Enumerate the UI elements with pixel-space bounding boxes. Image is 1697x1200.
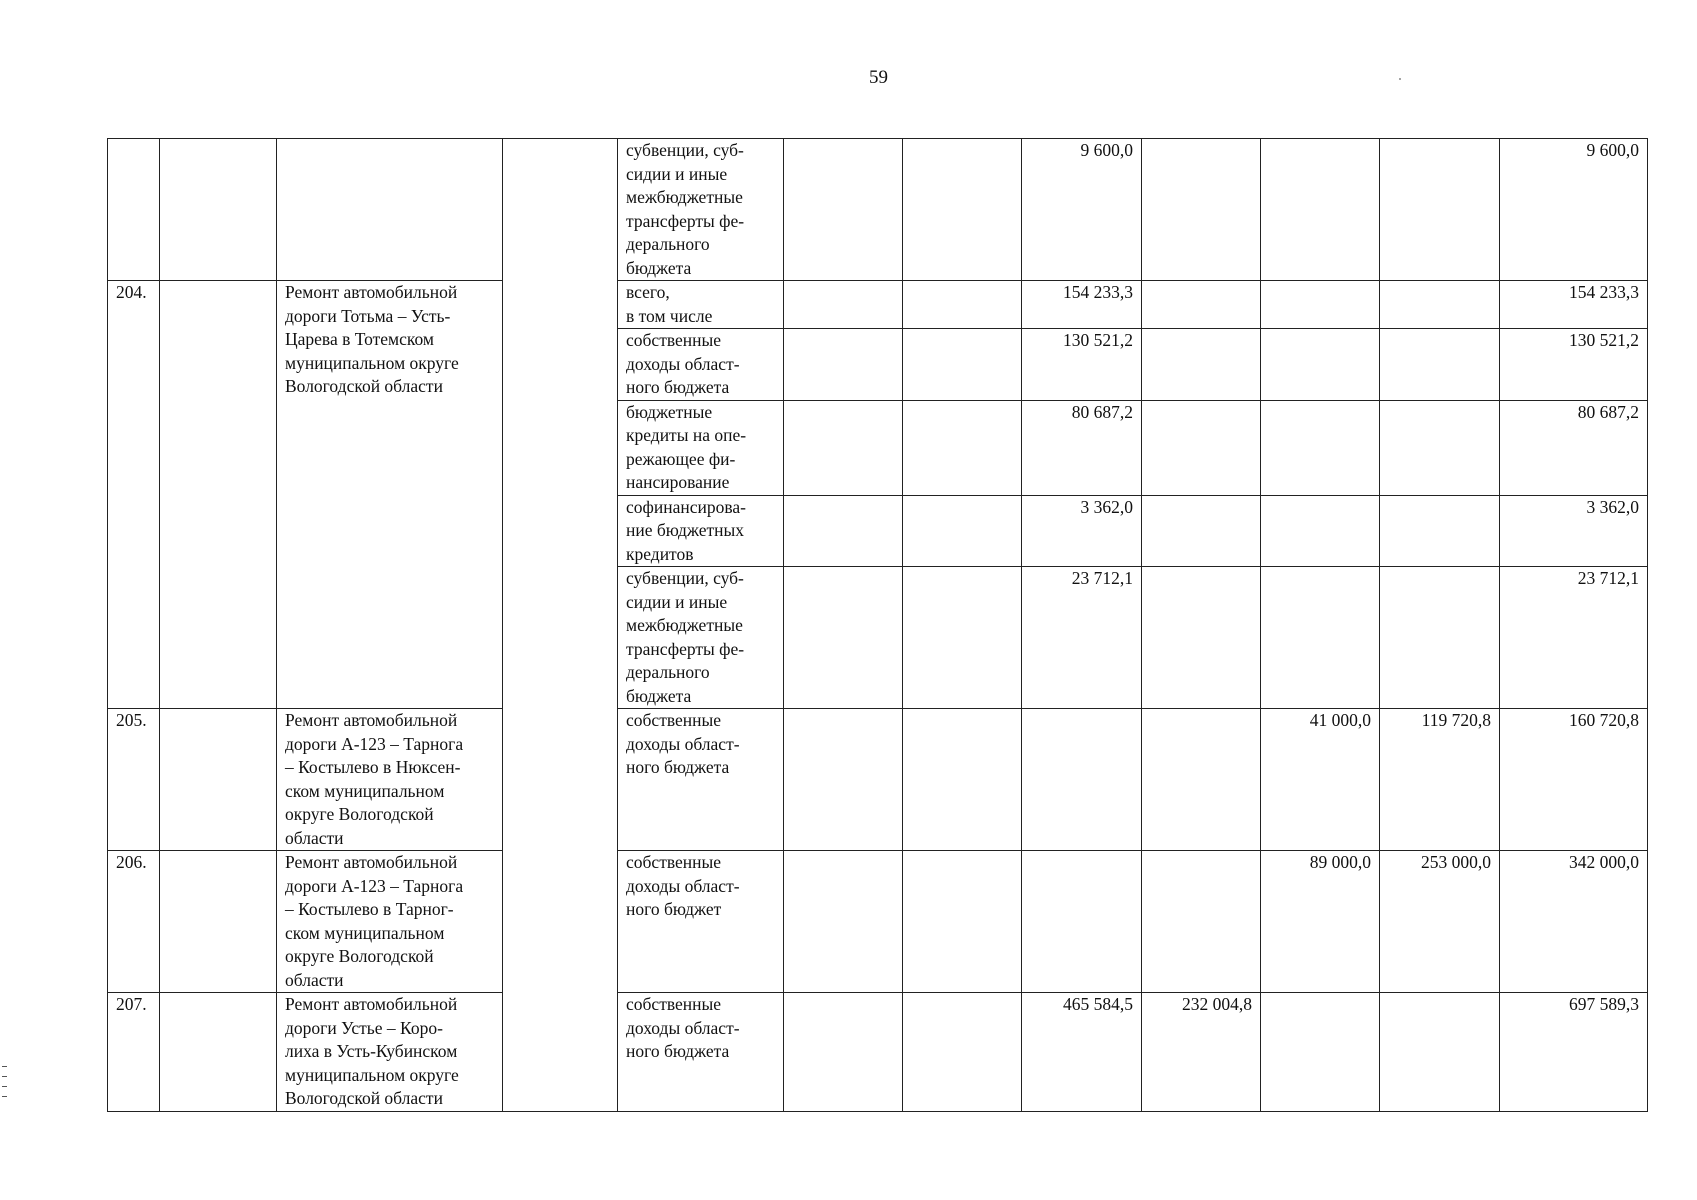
table-row (108, 281, 1648, 329)
funding-source-cell: субвенции, суб- сидии и иные межбюджетные трансферты фе- дерального бюджета (618, 139, 784, 281)
empty-cell (903, 709, 1022, 851)
binding-mark (2, 1066, 7, 1067)
object-name-cell (277, 139, 503, 281)
amount-cell (1261, 329, 1380, 401)
binding-mark (2, 1096, 7, 1097)
empty-cell (903, 851, 1022, 993)
empty-cell (903, 400, 1022, 495)
funding-source-cell: бюджетные кредиты на опе- режающее фи- нансирование (618, 400, 784, 495)
empty-cell (784, 495, 903, 567)
amount-cell: 41 000,0 (1261, 709, 1380, 851)
empty-cell (160, 851, 277, 993)
binding-mark (2, 1076, 7, 1077)
table-row (108, 139, 1648, 281)
amount-cell (1142, 495, 1261, 567)
funding-source-cell: субвенции, суб- сидии и иные межбюджетные трансферты фе- дерального бюджета (618, 567, 784, 709)
total-cell: 160 720,8 (1500, 709, 1648, 851)
empty-cell (784, 993, 903, 1112)
amount-cell (1142, 281, 1261, 329)
row-number-cell (108, 139, 160, 281)
empty-cell (784, 709, 903, 851)
empty-cell (160, 709, 277, 851)
total-cell: 80 687,2 (1500, 400, 1648, 495)
amount-cell (1380, 400, 1500, 495)
empty-cell (784, 400, 903, 495)
amount-cell (1380, 329, 1500, 401)
total-cell: 697 589,3 (1500, 993, 1648, 1112)
amount-cell: 23 712,1 (1022, 567, 1142, 709)
amount-cell (1261, 400, 1380, 495)
amount-cell (1380, 495, 1500, 567)
total-cell: 342 000,0 (1500, 851, 1648, 993)
total-cell: 3 362,0 (1500, 495, 1648, 567)
amount-cell: 465 584,5 (1022, 993, 1142, 1112)
total-cell: 154 233,3 (1500, 281, 1648, 329)
amount-cell (1261, 139, 1380, 281)
budget-table-body (108, 139, 1648, 1112)
empty-cell (160, 139, 277, 281)
amount-cell (1261, 281, 1380, 329)
budget-table (107, 138, 1648, 1112)
table-row (108, 993, 1648, 1112)
empty-cell (784, 851, 903, 993)
empty-cell (160, 281, 277, 709)
amount-cell: 119 720,8 (1380, 709, 1500, 851)
total-cell: 9 600,0 (1500, 139, 1648, 281)
object-name-cell: Ремонт автомобильной дороги А-123 – Тарнога – Костылево в Тарног- ском муниципальном округе Вологодской области (277, 851, 503, 993)
amount-cell (1380, 567, 1500, 709)
amount-cell: 232 004,8 (1142, 993, 1261, 1112)
row-number-cell: 206. (108, 851, 160, 993)
funding-source-cell: собственные доходы област- ного бюджета (618, 329, 784, 401)
funding-source-cell: собственные доходы област- ного бюджета (618, 709, 784, 851)
empty-cell (903, 329, 1022, 401)
amount-cell: 154 233,3 (1022, 281, 1142, 329)
amount-cell (1142, 329, 1261, 401)
empty-cell (784, 139, 903, 281)
scan-speck (1399, 78, 1401, 80)
amount-cell (1380, 139, 1500, 281)
total-cell: 23 712,1 (1500, 567, 1648, 709)
amount-cell (1142, 567, 1261, 709)
amount-cell: 3 362,0 (1022, 495, 1142, 567)
amount-cell: 253 000,0 (1380, 851, 1500, 993)
amount-cell (1142, 851, 1261, 993)
binding-mark (2, 1086, 7, 1087)
empty-cell (160, 993, 277, 1112)
empty-cell (784, 281, 903, 329)
object-name-cell: Ремонт автомобильной дороги Устье – Коро- лиха в Усть-Кубинском муниципальном округе Вологодской области (277, 993, 503, 1112)
amount-cell (1380, 993, 1500, 1112)
table-row (108, 851, 1648, 993)
funding-source-cell: собственные доходы област- ного бюджет (618, 851, 784, 993)
amount-cell: 80 687,2 (1022, 400, 1142, 495)
amount-cell: 130 521,2 (1022, 329, 1142, 401)
funding-source-cell: софинансирова- ние бюджетных кредитов (618, 495, 784, 567)
table-row (108, 709, 1648, 851)
amount-cell: 89 000,0 (1261, 851, 1380, 993)
empty-cell (903, 567, 1022, 709)
amount-cell (1022, 709, 1142, 851)
row-number-cell: 207. (108, 993, 160, 1112)
object-name-cell: Ремонт автомобильной дороги А-123 – Тарнога – Костылево в Нюксен- ском муниципальном округе Вологодской области (277, 709, 503, 851)
funding-source-cell: собственные доходы област- ного бюджета (618, 993, 784, 1112)
empty-cell (903, 993, 1022, 1112)
total-cell: 130 521,2 (1500, 329, 1648, 401)
amount-cell (1261, 993, 1380, 1112)
amount-cell (1261, 495, 1380, 567)
row-number-cell: 204. (108, 281, 160, 709)
amount-cell (1142, 709, 1261, 851)
object-name-cell: Ремонт автомобильной дороги Тотьма – Усть- Царева в Тотемском муниципальном округе Вологодской области (277, 281, 503, 709)
empty-cell (903, 139, 1022, 281)
amount-cell (1261, 567, 1380, 709)
amount-cell (1380, 281, 1500, 329)
empty-cell (903, 281, 1022, 329)
empty-cell (784, 567, 903, 709)
empty-cell (903, 495, 1022, 567)
funding-source-cell: всего, в том числе (618, 281, 784, 329)
amount-cell (1142, 400, 1261, 495)
row-number-cell: 205. (108, 709, 160, 851)
amount-cell: 9 600,0 (1022, 139, 1142, 281)
amount-cell (1142, 139, 1261, 281)
page-number: 59 (869, 67, 888, 88)
empty-cell (784, 329, 903, 401)
amount-cell (1022, 851, 1142, 993)
empty-merged-cell (503, 139, 618, 1112)
